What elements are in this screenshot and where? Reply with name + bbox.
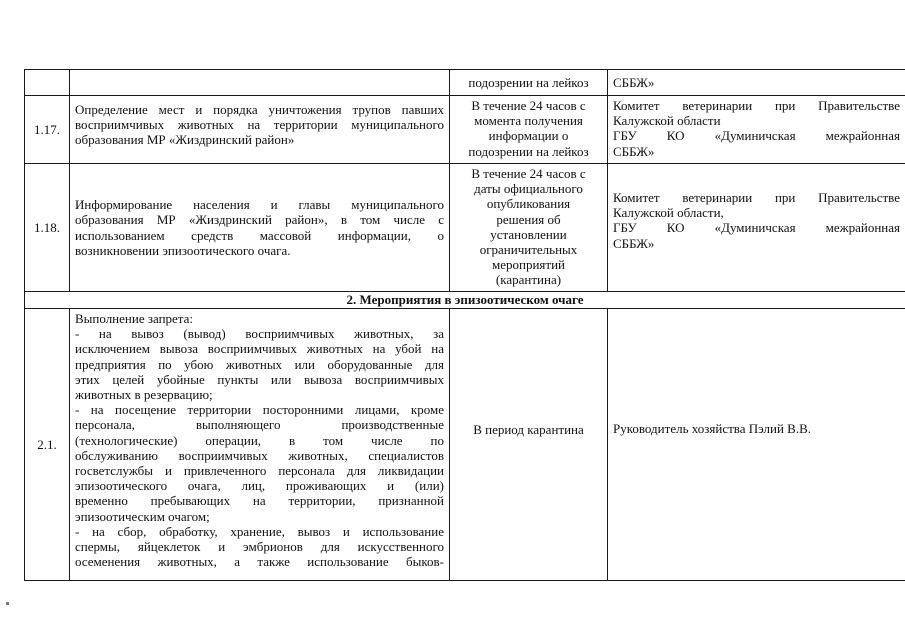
description-line: Выполнение запрета: xyxy=(75,311,194,326)
responsible-line: СББЖ» xyxy=(613,74,655,90)
description-line: госветслужбы и привлеченного персонала для ликвидации xyxy=(75,463,444,479)
deadline-line: решения об xyxy=(496,211,561,227)
description-line: образования МР «Жиздринский район», в том числе с xyxy=(75,212,444,228)
table-row xyxy=(25,70,905,96)
responsible-line: ГБУ КО «Думиничская межрайонная xyxy=(613,220,900,236)
description-line: Информирование населения и главы муниципального xyxy=(75,197,444,213)
deadline-line: информации о xyxy=(488,128,569,144)
deadline-line: В течение 24 часов с xyxy=(471,166,586,181)
deadline-line: опубликования xyxy=(486,196,571,212)
description-line: животных в резервацию; xyxy=(75,387,213,403)
responsible-line: Калужской области, xyxy=(613,205,724,221)
row-number-cell xyxy=(25,164,70,292)
deadline-line: даты официального xyxy=(474,181,583,197)
description-line: - на вывоз (вывод) восприимчивых животных, за xyxy=(75,326,444,342)
deadline-cell xyxy=(450,164,608,292)
section-header-row xyxy=(25,292,905,309)
deadline-cell xyxy=(450,309,608,581)
description-line: исключением вывоза восприимчивых животных на убой на xyxy=(75,341,444,357)
deadline-line: установлении xyxy=(490,226,567,242)
responsible-cell xyxy=(608,96,905,164)
responsible-line: СББЖ» xyxy=(613,143,655,159)
row-number: 1.18. xyxy=(34,219,60,235)
description-line: временно пребывающих на территории, признанной xyxy=(75,493,444,509)
description-line: образования МР «Жиздринский район» xyxy=(75,132,295,148)
responsible-line: Комитет ветеринарии при Правительстве xyxy=(613,190,900,205)
description-line: обслуживанию восприимчивых животных, специалистов xyxy=(75,447,444,463)
description-line: восприимчивых животных на территории муниципального xyxy=(75,117,444,133)
row-number-cell xyxy=(25,96,70,164)
description-line: использованием средств массовой информации, о xyxy=(75,227,444,243)
description-cell xyxy=(70,96,450,164)
scan-speck xyxy=(6,602,9,605)
deadline-line: ограничительных xyxy=(479,242,578,258)
table-row xyxy=(25,164,905,292)
deadline-text: В период карантина xyxy=(473,421,584,437)
description-line: спермы, яйцеклеток и эмбрионов для искусственного xyxy=(75,539,444,555)
description-line: - на сбор, обработку, хранение, вывоз и использование xyxy=(75,523,444,539)
responsible-line: ГБУ КО «Думиничская межрайонная xyxy=(613,128,900,144)
description-cell xyxy=(70,164,450,292)
responsible-cell xyxy=(608,70,905,96)
description-line: (технологические) операции, в том числе по xyxy=(75,432,444,448)
description-line: персонала, выполняющего производственные xyxy=(75,417,444,433)
description-line: этих целей убойные пункты или вывоза восприимчивых xyxy=(75,371,444,387)
description-line: эпизоотическим очагом; xyxy=(75,508,210,524)
responsible-line: Калужской области xyxy=(613,113,721,129)
deadline-line: (карантина) xyxy=(495,272,562,288)
deadline-line: мероприятий xyxy=(492,257,565,273)
deadline-text: подозрении на лейкоз xyxy=(468,74,589,90)
measures-table xyxy=(24,69,905,581)
row-number-cell xyxy=(25,70,70,96)
description-cell xyxy=(70,309,450,581)
description-line: осеменения животных, а также использование быков- xyxy=(75,554,444,570)
description-line: - на посещение территории посторонними лицами, кроме xyxy=(75,402,444,418)
section-title: 2. Мероприятия в эпизоотическом очаге xyxy=(25,292,905,309)
deadline-line: момента получения xyxy=(474,113,583,129)
deadline-cell xyxy=(450,70,608,96)
deadline-line: В течение 24 часов с xyxy=(471,98,586,113)
responsible-cell xyxy=(608,309,905,581)
description-cell xyxy=(70,70,450,96)
table-row xyxy=(25,96,905,164)
row-number: 1.17. xyxy=(34,121,60,137)
table-row xyxy=(25,309,905,581)
responsible-line: Комитет ветеринарии при Правительстве xyxy=(613,98,900,113)
row-number: 2.1. xyxy=(37,436,57,452)
responsible-line: СББЖ» xyxy=(613,235,655,251)
deadline-line: подозрении на лейкоз xyxy=(468,143,589,159)
description-line: Определение мест и порядка уничтожения трупов павших xyxy=(75,102,444,117)
deadline-cell xyxy=(450,96,608,164)
responsible-text: Руководитель хозяйства Пэлий В.В. xyxy=(613,420,811,436)
responsible-cell xyxy=(608,164,905,292)
description-line: возникновении эпизоотического очага. xyxy=(75,242,291,258)
row-number-cell xyxy=(25,309,70,581)
description-line: предприятия по убою животных или оборудованные для xyxy=(75,356,444,372)
description-line: эпизоотического очага, лиц, проживающих и (или) xyxy=(75,478,444,494)
